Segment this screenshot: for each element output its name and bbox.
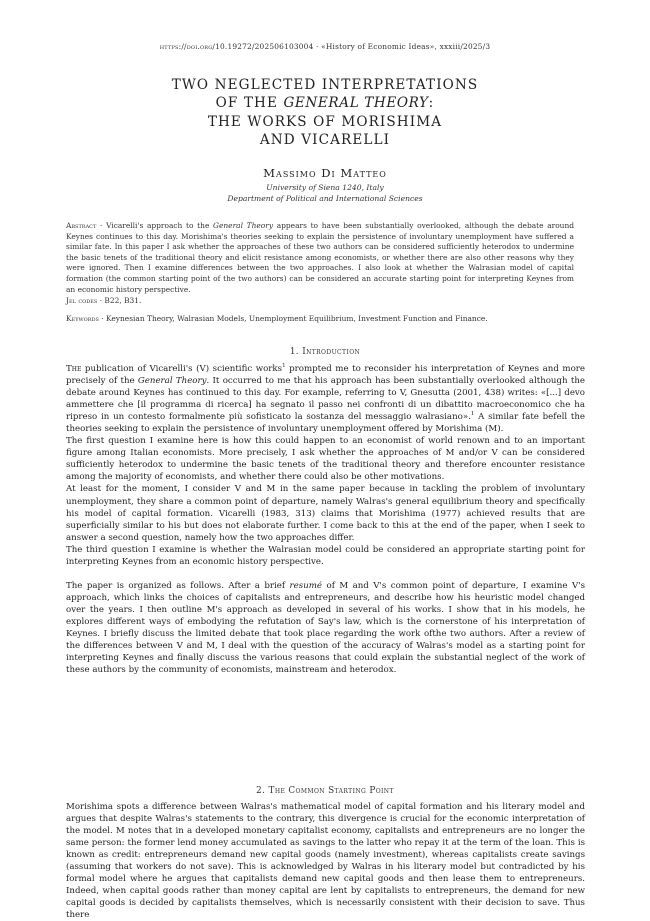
title-italic-work: GENERAL THEORY [283,95,429,112]
jel-codes: Jel codes · B22, B31. [66,296,142,305]
paper-title [0,76,650,149]
affiliation-department: Department of Political and International Sciences [227,194,423,203]
paragraph: At least for the moment, I consider V and M in the same paper because in tackling the problem of involuntary unemployment, they share a common point of departure, namely Walras's general equilibrium theory and specifically his model of capital formation. Vicarelli (1983, 313) claims that Morishima (1977) achieved results that are superficially similar to his but does not elaborate further. I come back to this at the end of the paper, when I seek to answer a second question, namely how the two approaches differ. [66,484,585,543]
title-line-1: TWO NEGLECTED INTERPRETATIONS [171,77,479,93]
paragraph: The publication of Vicarelli's (V) scientific works$^1$ prompted me to reconsider his interpretation of Keynes and more precisely of the General Theory. It occurred to me that his approach has been substantially overlooked although the debate around Keynes has continued to this day. For example, referring to V, Gnesutta (2001, 438) writes: «[...] devo ammettere che [il programma di ricerca] ha segnato il passo nei confronti di un dibattito macroeconomico che ha ripreso in un contesto formalmente più sofisticato la sostanza del messaggio walrasiano».$^1$ A similar fate befell the theories seeking to explain the persistence of involuntary unemployment offered by Morishima (M). [66,363,585,435]
keywords-value: Keynesian Theory, Walrasian Models, Unemployment Equilibrium, Investment Function and Finance. [106,314,488,323]
keywords: Keywords · Keynesian Theory, Walrasian Models, Unemployment Equilibrium, Investment Function and Finance. [66,314,488,323]
doi-link[interactable]: https://doi.org/10.19272/202506103004 [159,42,314,51]
abstract-label: Abstract [66,221,97,230]
author-name: Massimo Di Matteo [263,166,387,180]
paragraph: The third question I examine is whether the Walrasian model could be considered an appropriate starting point for interpreting Keynes from an economic history perspective. [66,544,585,567]
section-common-starting-point-body [66,801,585,921]
affiliation-university: University of Siena 1240, Italy [266,183,384,192]
title-line-2: OF THE GENERAL THEORY: [215,95,435,112]
footnote-ref[interactable]: 1 [470,411,475,418]
title-line-3: THE WORKS OF MORISHIMA [207,113,443,130]
section-heading-introduction: 1. Introduction [289,347,361,357]
title-line-4: AND VICARELLI [259,131,391,148]
paragraph: Morishima spots a difference between Walras's mathematical model of capital formation and his literary model and argues that despite Walras's statements to the contrary, this divergence is crucial for the economic interpretation of the model. M notes that in a developed monetary capitalist economy, capitalists and entrepreneurs are no longer the same person: the former lend money accumulated as savings to the latter who repay it at the term of the loan. This is known as credit: entrepreneurs demand new capital goods (namely investment), whereas capitalists create savings (assuming that workers do not save). This is acknowledged by Walras in his literary model but contradicted by his formal model where he argues that capitalists demand new capital goods and then lease them to entrepreneurs. Indeed, when capital goods rather than money capital are lent by capitalists to entrepreneurs, the demand for new capital goods is decided by capitalists themselves, which is necessarily consistent with their decision to save. Thus there [66,802,585,921]
section-heading-common-starting-point: 2. The Common Starting Point [256,786,394,796]
author-affiliation [0,182,650,204]
journal-citation: «History of Economic Ideas», xxxiii/2025/3 [321,42,491,51]
abstract: Abstract · Vicarelli's approach to the General Theory appears to have been substantially overlooked, although the debate around Keynes continues to this day. Morishima's theories seeking to explain the persistence of involuntary unemployment have suffered a similar fate. In this paper I ask whether the approaches of these two authors can be considered sufficiently heterodox to undermine the basic tenets of the traditional theory and elicit resistance among economists, or whether there are also other reasons why they were ignored. Then I examine differences between the two approaches. I also look at whether the Walrasian model of capital formation (the common starting point of the two authors) can be considered an accurate starting point for interpreting Keynes from an economic history perspective. [66,221,575,294]
jel-label: Jel codes [66,296,98,305]
paragraph: The paper is organized as follows. After a brief resumé of M and V's common point of departure, I examine V's approach, which links the choices of capitalists and entrepreneurs, and describe how his heuristic model changed over the years. I then outline M's approach as developed in several of his works. I show that in his models, he explores different ways of embodying the refutation of Say's law, which is the cornerstone of his interpretation of Keynes. I briefly discuss the limited debate that took place regarding the work ofthe two authors. After a review of the differences between V and M, I deal with the question of the accuracy of Walras's model as a starting point for interpreting Keynes and finally discuss the various reasons that could explain the substantial neglect of the work of these authors by the community of economists, mainstream and heterodox. [66,580,585,676]
header-separator: · [313,42,322,51]
footnote-ref[interactable]: 1 [282,363,286,370]
keywords-label: Keywords [66,314,99,323]
paragraph: The first question I examine here is how this could happen to an economist of world renown and to an important figure among Italian economists. More precisely, I ask whether the approaches of M and/or V can be considered sufficiently heterodox to undermine the basic tenets of the traditional theory and therefore encounter resistance among the majority of economists, and whether there could also be other motivations. [66,436,585,483]
section-introduction-body [66,363,585,676]
running-header [0,42,650,51]
jel-value: B22, B31. [104,296,142,305]
